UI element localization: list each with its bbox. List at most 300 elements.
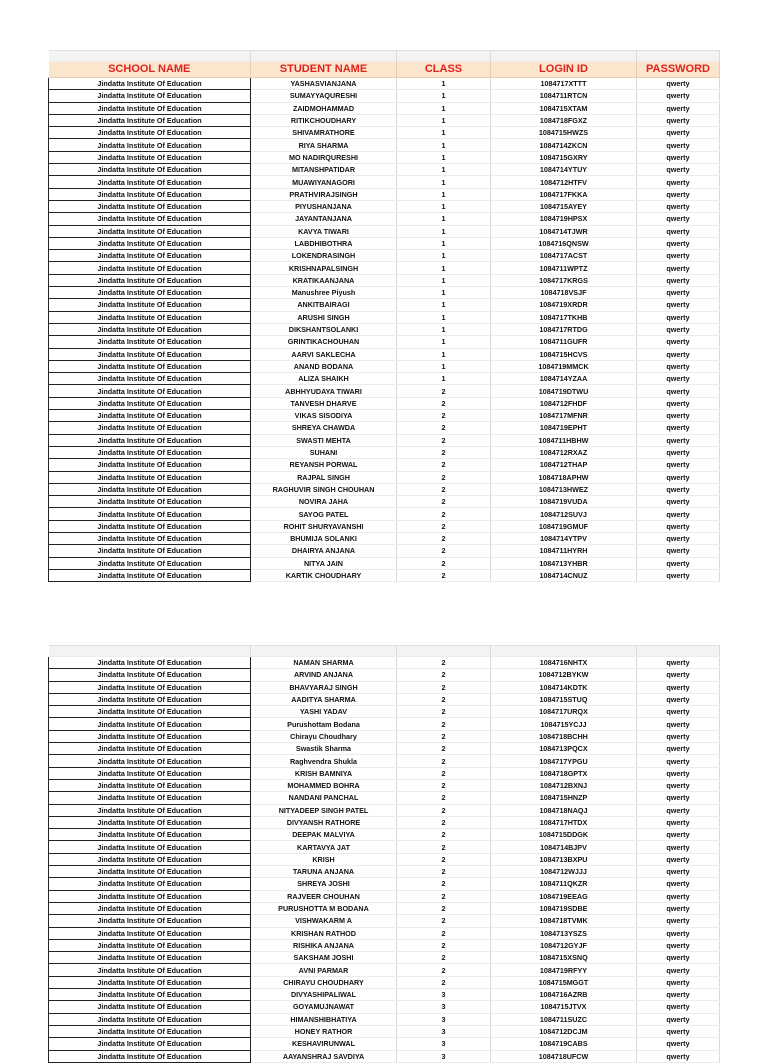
class-cell: 2 — [397, 878, 491, 890]
class-cell: 2 — [397, 976, 491, 988]
login-id-cell: 1084717XTTT — [491, 78, 637, 90]
school-name-cell: Jindatta Institute Of Education — [49, 1025, 251, 1037]
password-cell: qwerty — [637, 779, 720, 791]
class-cell: 2 — [397, 939, 491, 951]
table-row — [49, 410, 720, 422]
table-row — [49, 964, 720, 976]
login-id-cell: 1084717YPGU — [491, 755, 637, 767]
class-cell: 1 — [397, 225, 491, 237]
table-row — [49, 669, 720, 681]
school-name-cell: Jindatta Institute Of Education — [49, 410, 251, 422]
class-cell: 1 — [397, 90, 491, 102]
student-name-cell: BHUMIJA SOLANKI — [251, 532, 397, 544]
school-name-cell: Jindatta Institute Of Education — [49, 299, 251, 311]
class-cell: 2 — [397, 434, 491, 446]
class-cell: 2 — [397, 681, 491, 693]
class-cell: 2 — [397, 841, 491, 853]
class-cell: 2 — [397, 730, 491, 742]
login-id-cell: 1084712FHDF — [491, 397, 637, 409]
school-name-cell: Jindatta Institute Of Education — [49, 841, 251, 853]
table-row — [49, 927, 720, 939]
table-row — [49, 804, 720, 816]
table-row — [49, 151, 720, 163]
class-cell: 2 — [397, 853, 491, 865]
password-cell: qwerty — [637, 520, 720, 532]
class-cell: 1 — [397, 348, 491, 360]
student-name-cell: DEEPAK MALVIYA — [251, 829, 397, 841]
table-row — [49, 188, 720, 200]
table-row — [49, 471, 720, 483]
table-row — [49, 792, 720, 804]
student-name-cell: DIKSHANTSOLANKI — [251, 323, 397, 335]
school-name-cell: Jindatta Institute Of Education — [49, 336, 251, 348]
class-cell: 1 — [397, 200, 491, 212]
table-row — [49, 200, 720, 212]
login-id-cell: 1084713HWEZ — [491, 483, 637, 495]
class-cell: 3 — [397, 1025, 491, 1037]
password-cell: qwerty — [637, 532, 720, 544]
table-row — [49, 225, 720, 237]
class-cell: 3 — [397, 1038, 491, 1050]
password-cell: qwerty — [637, 816, 720, 828]
table-row — [49, 829, 720, 841]
student-name-cell: VISHWAKARM A — [251, 915, 397, 927]
student-name-cell: TANVESH DHARVE — [251, 397, 397, 409]
login-id-cell: 1084719GMUF — [491, 520, 637, 532]
table-row — [49, 520, 720, 532]
password-cell: qwerty — [637, 755, 720, 767]
blank-cell — [251, 51, 397, 62]
login-id-cell: 1084718GPTX — [491, 767, 637, 779]
table-row — [49, 176, 720, 188]
password-cell: qwerty — [637, 262, 720, 274]
school-name-cell: Jindatta Institute Of Education — [49, 878, 251, 890]
table-row — [49, 348, 720, 360]
password-cell: qwerty — [637, 804, 720, 816]
student-table-2 — [48, 645, 720, 1063]
login-id-cell: 1084718VSJF — [491, 287, 637, 299]
student-name-cell: SHREYA JOSHI — [251, 878, 397, 890]
class-cell: 2 — [397, 890, 491, 902]
blank-cell — [491, 646, 637, 657]
password-cell: qwerty — [637, 878, 720, 890]
password-cell: qwerty — [637, 200, 720, 212]
login-id-cell: 1084718FGXZ — [491, 114, 637, 126]
class-cell: 2 — [397, 866, 491, 878]
student-name-cell: AARVI SAKLECHA — [251, 348, 397, 360]
login-id-cell: 1084719XRDR — [491, 299, 637, 311]
password-cell: qwerty — [637, 1050, 720, 1062]
login-id-cell: 1084716NHTX — [491, 657, 637, 669]
table-row — [49, 878, 720, 890]
student-name-cell: RITIKCHOUDHARY — [251, 114, 397, 126]
class-cell: 2 — [397, 829, 491, 841]
password-cell: qwerty — [637, 151, 720, 163]
class-cell: 1 — [397, 250, 491, 262]
password-cell: qwerty — [637, 767, 720, 779]
student-name-cell: HIMANSHIBHATIYA — [251, 1013, 397, 1025]
school-name-cell: Jindatta Institute Of Education — [49, 939, 251, 951]
student-name-cell: KAVYA TIWARI — [251, 225, 397, 237]
student-name-cell: JAYANTANJANA — [251, 213, 397, 225]
blank-cell — [637, 51, 720, 62]
login-id-cell: 1084719DTWU — [491, 385, 637, 397]
class-cell: 1 — [397, 262, 491, 274]
class-cell: 3 — [397, 989, 491, 1001]
student-name-cell: Purushottam Bodana — [251, 718, 397, 730]
table-row — [49, 274, 720, 286]
table-row — [49, 706, 720, 718]
class-cell: 1 — [397, 373, 491, 385]
school-name-cell: Jindatta Institute Of Education — [49, 508, 251, 520]
student-name-cell: Raghvendra Shukla — [251, 755, 397, 767]
table-row — [49, 1038, 720, 1050]
login-id-cell: 1084711HYRH — [491, 545, 637, 557]
password-cell: qwerty — [637, 348, 720, 360]
password-cell: qwerty — [637, 557, 720, 569]
login-id-cell: 1084718TVMK — [491, 915, 637, 927]
school-name-cell: Jindatta Institute Of Education — [49, 681, 251, 693]
password-cell: qwerty — [637, 373, 720, 385]
password-cell: qwerty — [637, 927, 720, 939]
school-name-cell: Jindatta Institute Of Education — [49, 730, 251, 742]
class-cell: 2 — [397, 545, 491, 557]
student-name-cell: YASHASVIANJANA — [251, 78, 397, 90]
class-cell: 1 — [397, 311, 491, 323]
student-name-cell: CHIRAYU CHOUDHARY — [251, 976, 397, 988]
table-row — [49, 657, 720, 669]
table-row — [49, 693, 720, 705]
school-name-cell: Jindatta Institute Of Education — [49, 976, 251, 988]
login-id-cell: 1084718BCHH — [491, 730, 637, 742]
password-cell: qwerty — [637, 176, 720, 188]
student-name-cell: GOYAMUJNAWAT — [251, 1001, 397, 1013]
class-cell: 1 — [397, 114, 491, 126]
table-row — [49, 718, 720, 730]
table-row — [49, 323, 720, 335]
password-cell: qwerty — [637, 422, 720, 434]
class-cell: 2 — [397, 446, 491, 458]
password-cell: qwerty — [637, 743, 720, 755]
class-cell: 2 — [397, 816, 491, 828]
school-name-cell: Jindatta Institute Of Education — [49, 853, 251, 865]
school-name-cell: Jindatta Institute Of Education — [49, 792, 251, 804]
class-cell: 2 — [397, 927, 491, 939]
student-name-cell: Manushree Piyush — [251, 287, 397, 299]
school-name-cell: Jindatta Institute Of Education — [49, 250, 251, 262]
login-id-cell: 1084717TKHB — [491, 311, 637, 323]
login-id-cell: 1084716AZRB — [491, 989, 637, 1001]
school-name-cell: Jindatta Institute Of Education — [49, 274, 251, 286]
login-id-cell: 1084715YCJJ — [491, 718, 637, 730]
student-name-cell: KRISHAN RATHOD — [251, 927, 397, 939]
class-cell: 1 — [397, 323, 491, 335]
school-name-cell: Jindatta Institute Of Education — [49, 262, 251, 274]
login-id-cell: 1084713PQCX — [491, 743, 637, 755]
password-cell: qwerty — [637, 730, 720, 742]
student-name-cell: Swastik Sharma — [251, 743, 397, 755]
table-row — [49, 681, 720, 693]
class-cell: 2 — [397, 693, 491, 705]
login-id-cell: 1084717URQX — [491, 706, 637, 718]
password-cell: qwerty — [637, 410, 720, 422]
login-id-cell: 1084713BXPU — [491, 853, 637, 865]
class-cell: 1 — [397, 164, 491, 176]
table-row — [49, 1050, 720, 1062]
class-cell: 1 — [397, 237, 491, 249]
school-name-cell: Jindatta Institute Of Education — [49, 866, 251, 878]
class-cell: 2 — [397, 792, 491, 804]
table-row — [49, 939, 720, 951]
login-id-cell: 1084711HBHW — [491, 434, 637, 446]
password-cell: qwerty — [637, 853, 720, 865]
class-cell: 1 — [397, 213, 491, 225]
student-name-cell: DIVYASHIPALIWAL — [251, 989, 397, 1001]
school-name-cell: Jindatta Institute Of Education — [49, 397, 251, 409]
class-cell: 2 — [397, 557, 491, 569]
class-cell: 2 — [397, 964, 491, 976]
student-name-cell: VIKAS SISODIYA — [251, 410, 397, 422]
login-id-cell: 1084718APHW — [491, 471, 637, 483]
class-cell: 2 — [397, 459, 491, 471]
login-id-cell: 1084715HCVS — [491, 348, 637, 360]
blank-cell — [251, 646, 397, 657]
school-name-cell: Jindatta Institute Of Education — [49, 446, 251, 458]
student-name-cell: ALIZA SHAIKH — [251, 373, 397, 385]
table-row — [49, 816, 720, 828]
table-row — [49, 422, 720, 434]
password-cell: qwerty — [637, 866, 720, 878]
login-id-header: LOGIN ID — [491, 62, 637, 78]
password-cell: qwerty — [637, 964, 720, 976]
login-id-cell: 1084711WPTZ — [491, 262, 637, 274]
login-id-cell: 1084711QKZR — [491, 878, 637, 890]
student-name-cell: NOVIRA JAHA — [251, 496, 397, 508]
login-id-cell: 1084717RTDG — [491, 323, 637, 335]
class-cell: 1 — [397, 151, 491, 163]
table-row — [49, 779, 720, 791]
table-row — [49, 532, 720, 544]
school-name-cell: Jindatta Institute Of Education — [49, 151, 251, 163]
table-row — [49, 1025, 720, 1037]
password-cell: qwerty — [637, 213, 720, 225]
school-name-cell: Jindatta Institute Of Education — [49, 779, 251, 791]
login-id-cell: 1084712GYJF — [491, 939, 637, 951]
school-name-cell: Jindatta Institute Of Education — [49, 557, 251, 569]
password-cell: qwerty — [637, 792, 720, 804]
login-id-cell: 1084719HPSX — [491, 213, 637, 225]
school-name-cell: Jindatta Institute Of Education — [49, 816, 251, 828]
class-cell: 2 — [397, 952, 491, 964]
password-cell: qwerty — [637, 829, 720, 841]
login-id-cell: 1084714CNUZ — [491, 569, 637, 581]
login-id-cell: 1084717MFNR — [491, 410, 637, 422]
table-row — [49, 976, 720, 988]
school-name-cell: Jindatta Institute Of Education — [49, 225, 251, 237]
login-id-cell: 1084714YZAA — [491, 373, 637, 385]
login-id-cell: 1084718UFCW — [491, 1050, 637, 1062]
student-name-cell: ARUSHI SINGH — [251, 311, 397, 323]
table-row — [49, 385, 720, 397]
student-name-cell: KRISH BAMNIYA — [251, 767, 397, 779]
password-cell: qwerty — [637, 360, 720, 372]
table-row — [49, 114, 720, 126]
school-name-cell: Jindatta Institute Of Education — [49, 348, 251, 360]
login-id-cell: 1084715STUQ — [491, 693, 637, 705]
student-name-cell: DIVYANSH RATHORE — [251, 816, 397, 828]
login-id-cell: 1084719SDBE — [491, 902, 637, 914]
school-name-cell: Jindatta Institute Of Education — [49, 927, 251, 939]
login-id-cell: 1084715XTAM — [491, 102, 637, 114]
login-id-cell: 1084714TJWR — [491, 225, 637, 237]
password-cell: qwerty — [637, 102, 720, 114]
school-name-cell: Jindatta Institute Of Education — [49, 706, 251, 718]
school-name-cell: Jindatta Institute Of Education — [49, 164, 251, 176]
student-name-cell: ANKITBAIRAGI — [251, 299, 397, 311]
login-id-cell: 1084715JTVX — [491, 1001, 637, 1013]
class-cell: 1 — [397, 360, 491, 372]
school-name-cell: Jindatta Institute Of Education — [49, 471, 251, 483]
blank-cell — [491, 51, 637, 62]
password-cell: qwerty — [637, 1013, 720, 1025]
student-name-cell: PURUSHOTTA M BODANA — [251, 902, 397, 914]
class-cell: 2 — [397, 767, 491, 779]
school-name-cell: Jindatta Institute Of Education — [49, 755, 251, 767]
login-id-cell: 1084717ACST — [491, 250, 637, 262]
password-cell: qwerty — [637, 90, 720, 102]
login-id-cell: 1084713YSZS — [491, 927, 637, 939]
login-id-cell: 1084715AYEY — [491, 200, 637, 212]
school-name-cell: Jindatta Institute Of Education — [49, 952, 251, 964]
blank-cell — [49, 646, 251, 657]
login-id-cell: 1084712SUVJ — [491, 508, 637, 520]
table-row — [49, 557, 720, 569]
password-cell: qwerty — [637, 902, 720, 914]
table-row — [49, 952, 720, 964]
password-cell: qwerty — [637, 1025, 720, 1037]
school-name-cell: Jindatta Institute Of Education — [49, 829, 251, 841]
student-name-cell: REYANSH PORWAL — [251, 459, 397, 471]
student-name-cell: NAMAN SHARMA — [251, 657, 397, 669]
password-cell: qwerty — [637, 496, 720, 508]
login-id-cell: 1084715MGGT — [491, 976, 637, 988]
student-name-cell: HONEY RATHOR — [251, 1025, 397, 1037]
class-cell: 2 — [397, 496, 491, 508]
student-name-cell: SWASTI MEHTA — [251, 434, 397, 446]
table-row — [49, 890, 720, 902]
table-row — [49, 755, 720, 767]
password-cell: qwerty — [637, 336, 720, 348]
table-row — [49, 1001, 720, 1013]
school-name-cell: Jindatta Institute Of Education — [49, 743, 251, 755]
school-name-cell: Jindatta Institute Of Education — [49, 422, 251, 434]
password-cell: qwerty — [637, 237, 720, 249]
login-id-cell: 1084717FKKA — [491, 188, 637, 200]
class-cell: 2 — [397, 779, 491, 791]
school-name-cell: Jindatta Institute Of Education — [49, 385, 251, 397]
student-name-cell: RISHIKA ANJANA — [251, 939, 397, 951]
password-cell: qwerty — [637, 989, 720, 1001]
table-row — [49, 139, 720, 151]
login-id-cell: 1084714ZKCN — [491, 139, 637, 151]
school-name-cell: Jindatta Institute Of Education — [49, 767, 251, 779]
password-cell: qwerty — [637, 397, 720, 409]
school-name-cell: Jindatta Institute Of Education — [49, 323, 251, 335]
school-name-cell: Jindatta Institute Of Education — [49, 114, 251, 126]
table-row — [49, 853, 720, 865]
login-id-cell: 1084712DCJM — [491, 1025, 637, 1037]
class-cell: 3 — [397, 1001, 491, 1013]
student-name-cell: MO NADIRQURESHI — [251, 151, 397, 163]
school-name-cell: Jindatta Institute Of Education — [49, 520, 251, 532]
login-id-cell: 1084715GXRY — [491, 151, 637, 163]
password-cell: qwerty — [637, 952, 720, 964]
class-cell: 1 — [397, 78, 491, 90]
login-id-cell: 1084714KDTK — [491, 681, 637, 693]
school-name-cell: Jindatta Institute Of Education — [49, 1013, 251, 1025]
login-id-cell: 1084719VUDA — [491, 496, 637, 508]
school-name-cell: Jindatta Institute Of Education — [49, 139, 251, 151]
student-name-cell: KRATIKAANJANA — [251, 274, 397, 286]
school-name-cell: Jindatta Institute Of Education — [49, 545, 251, 557]
school-name-cell: Jindatta Institute Of Education — [49, 213, 251, 225]
table-row — [49, 237, 720, 249]
class-cell: 2 — [397, 743, 491, 755]
class-cell: 2 — [397, 902, 491, 914]
password-cell: qwerty — [637, 841, 720, 853]
password-cell: qwerty — [637, 139, 720, 151]
table-row — [49, 78, 720, 90]
password-cell: qwerty — [637, 890, 720, 902]
password-cell: qwerty — [637, 706, 720, 718]
password-cell: qwerty — [637, 1038, 720, 1050]
password-header: PASSWORD — [637, 62, 720, 78]
login-id-cell: 1084714YTPV — [491, 532, 637, 544]
password-cell: qwerty — [637, 311, 720, 323]
password-cell: qwerty — [637, 915, 720, 927]
table-row — [49, 569, 720, 581]
password-cell: qwerty — [637, 976, 720, 988]
school-name-cell: Jindatta Institute Of Education — [49, 1038, 251, 1050]
table-row — [49, 262, 720, 274]
student-name-header: STUDENT NAME — [251, 62, 397, 78]
school-name-cell: Jindatta Institute Of Education — [49, 532, 251, 544]
login-id-cell: 1084719EEAG — [491, 890, 637, 902]
table-row — [49, 213, 720, 225]
class-cell: 2 — [397, 669, 491, 681]
blank-cell — [49, 51, 251, 62]
class-cell: 2 — [397, 385, 491, 397]
student-name-cell: RAJPAL SINGH — [251, 471, 397, 483]
school-name-cell: Jindatta Institute Of Education — [49, 890, 251, 902]
login-id-cell: 1084712BYKW — [491, 669, 637, 681]
student-table-1 — [48, 50, 720, 582]
password-cell: qwerty — [637, 385, 720, 397]
table-row — [49, 164, 720, 176]
table-row — [49, 767, 720, 779]
password-cell: qwerty — [637, 164, 720, 176]
school-name-cell: Jindatta Institute Of Education — [49, 1050, 251, 1062]
school-name-cell: Jindatta Institute Of Education — [49, 200, 251, 212]
blank-cell — [397, 646, 491, 657]
table-row — [49, 127, 720, 139]
student-name-cell: PRATHVIRAJSINGH — [251, 188, 397, 200]
password-cell: qwerty — [637, 693, 720, 705]
class-cell: 2 — [397, 804, 491, 816]
school-name-cell: Jindatta Institute Of Education — [49, 804, 251, 816]
student-name-cell: SHREYA CHAWDA — [251, 422, 397, 434]
school-name-cell: Jindatta Institute Of Education — [49, 693, 251, 705]
